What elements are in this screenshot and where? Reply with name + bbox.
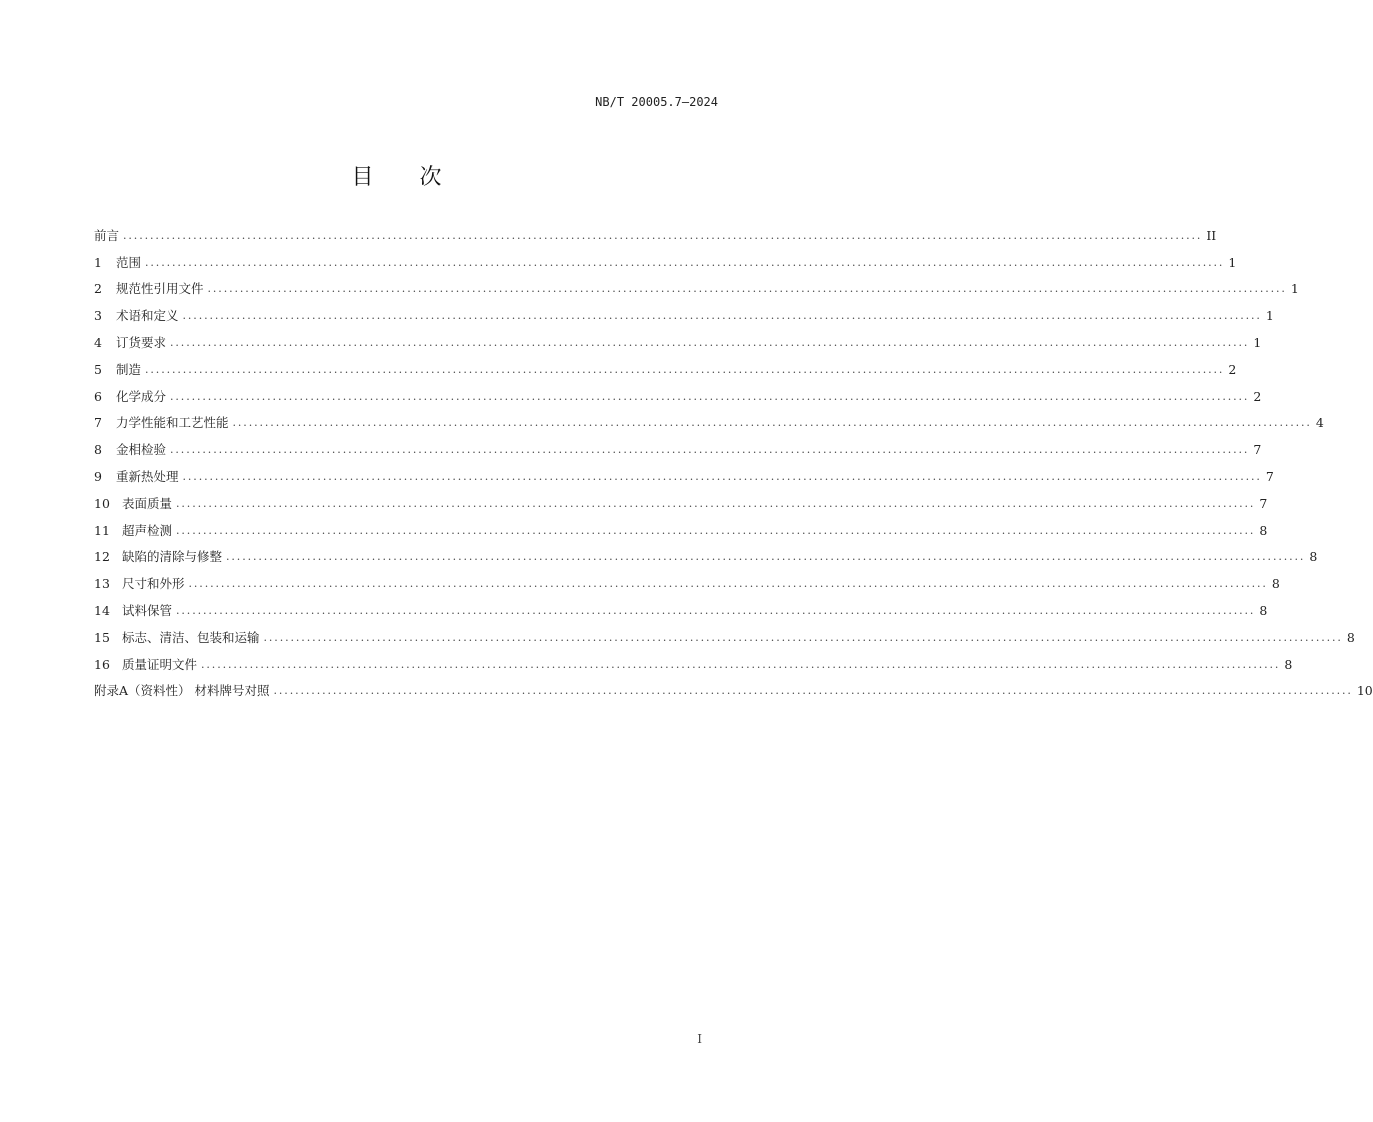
toc-entry-page: 8	[1346, 629, 1355, 645]
toc-entry-label: 标志、清洁、包装和运输	[122, 629, 260, 645]
toc-entry[interactable]	[94, 352, 1237, 379]
toc-entry[interactable]	[94, 566, 1280, 593]
toc-entry-label: 超声检测	[122, 522, 173, 538]
toc-entry[interactable]	[94, 540, 1318, 567]
page-title	[0, 160, 793, 191]
toc-entry-number: 9	[94, 468, 102, 484]
toc-entry-number: 15	[94, 629, 110, 645]
toc-entry-label: 金相检验	[116, 442, 167, 458]
toc-entry-label: 质量证明文件	[122, 656, 198, 672]
toc-entry-label: 规范性引用文件	[116, 281, 204, 297]
toc-entry[interactable]	[94, 674, 1373, 701]
toc-entry-label: 制造	[116, 361, 142, 377]
toc-entry[interactable]	[94, 406, 1324, 433]
toc-entry[interactable]	[94, 486, 1268, 513]
toc-entry[interactable]	[94, 432, 1262, 459]
toc-entry-label: 表面质量	[122, 495, 173, 511]
toc-entry[interactable]	[94, 513, 1268, 540]
toc-entry-page: 1	[1290, 281, 1299, 297]
toc-entry[interactable]	[94, 379, 1262, 406]
toc-entry-label: 术语和定义	[116, 308, 179, 324]
toc-entry-page: 10	[1356, 683, 1373, 699]
toc-entry[interactable]	[94, 620, 1355, 647]
footer-page-number: I	[697, 1032, 702, 1046]
toc-entry[interactable]	[94, 647, 1293, 674]
toc-leader-dots: ........................................................................................................................................................................................................	[201, 657, 1281, 671]
toc-entry-number: 11	[94, 522, 110, 538]
toc-entry[interactable]	[94, 298, 1274, 325]
toc-leader-dots: ........................................................................................................................................................................................................	[123, 228, 1203, 242]
toc-entry-number: 14	[94, 602, 110, 618]
toc-entry-label: 尺寸和外形	[122, 576, 185, 592]
toc-entry-page: 2	[1228, 361, 1237, 377]
toc-entry-label: 缺陷的清除与修整	[122, 549, 223, 565]
toc-entry-page: 1	[1253, 334, 1262, 350]
title-char-2: 次	[419, 165, 442, 190]
toc-leader-dots: ........................................................................................................................................................................................................	[182, 469, 1262, 483]
toc-entry-number: 7	[94, 415, 102, 431]
title-char-1: 目	[351, 165, 374, 190]
standard-code: NB/T 20005.7—2024	[595, 95, 718, 109]
toc-entry-page: II	[1206, 227, 1217, 243]
toc-entry-page: 7	[1253, 442, 1262, 458]
toc-entry-page: 8	[1259, 602, 1268, 618]
toc-entry-page: 1	[1265, 308, 1274, 324]
toc-entry-label: 试料保管	[122, 602, 173, 618]
toc-leader-dots: ........................................................................................................................................................................................................	[170, 389, 1250, 403]
toc-entry-number: 2	[94, 281, 102, 297]
toc-entry[interactable]	[94, 593, 1268, 620]
toc-leader-dots: ........................................................................................................................................................................................................	[263, 630, 1343, 644]
toc-entry-page: 2	[1253, 388, 1262, 404]
toc-leader-dots: ........................................................................................................................................................................................................	[170, 443, 1250, 457]
toc-entry-page: 8	[1259, 522, 1268, 538]
toc-entry-label: 力学性能和工艺性能	[116, 415, 229, 431]
toc-entry-page: 7	[1265, 468, 1274, 484]
toc-entry-page: 8	[1309, 549, 1318, 565]
toc-entry[interactable]	[94, 325, 1262, 352]
toc-entry[interactable]	[94, 272, 1299, 299]
toc-entry-label: 重新热处理	[116, 468, 179, 484]
toc-entry-page: 4	[1315, 415, 1324, 431]
toc-leader-dots: ........................................................................................................................................................................................................	[226, 550, 1306, 564]
toc-entry[interactable]	[94, 459, 1274, 486]
toc-entry-number: 5	[94, 361, 102, 377]
toc-leader-dots: ........................................................................................................................................................................................................	[232, 416, 1312, 430]
toc-entry-number: 6	[94, 388, 102, 404]
toc-entry[interactable]	[94, 218, 1217, 245]
toc-leader-dots: ........................................................................................................................................................................................................	[273, 684, 1353, 698]
toc-entry-page: 7	[1259, 495, 1268, 511]
toc-entry-number: 8	[94, 442, 102, 458]
toc-entry-label: 前言	[94, 227, 120, 243]
toc-entry-page: 1	[1228, 254, 1237, 270]
toc-leader-dots: ........................................................................................................................................................................................................	[145, 362, 1225, 376]
toc-entry-number: 13	[94, 576, 110, 592]
toc-leader-dots: ........................................................................................................................................................................................................	[176, 523, 1256, 537]
toc-entry-number: 3	[94, 308, 102, 324]
toc-entry-number: 1	[94, 254, 102, 270]
toc-entry-number: 4	[94, 334, 102, 350]
toc-leader-dots: ........................................................................................................................................................................................................	[145, 255, 1225, 269]
toc-leader-dots: ........................................................................................................................................................................................................	[176, 603, 1256, 617]
toc-leader-dots: ........................................................................................................................................................................................................	[182, 309, 1262, 323]
toc-leader-dots: ........................................................................................................................................................................................................	[188, 577, 1268, 591]
toc-entry-label: 化学成分	[116, 388, 167, 404]
toc-entry-number: 16	[94, 656, 110, 672]
toc-leader-dots: ........................................................................................................................................................................................................	[170, 335, 1250, 349]
toc-leader-dots: ........................................................................................................................................................................................................	[176, 496, 1256, 510]
toc-entry-number: 12	[94, 549, 110, 565]
toc-entry-label: 附录A（资料性） 材料牌号对照	[94, 683, 270, 699]
toc-entry-page: 8	[1284, 656, 1293, 672]
toc-entry-number: 10	[94, 495, 110, 511]
toc-entry[interactable]	[94, 245, 1237, 272]
table-of-contents	[94, 218, 1373, 700]
toc-entry-label: 范围	[116, 254, 142, 270]
toc-entry-label: 订货要求	[116, 334, 167, 350]
toc-entry-page: 8	[1271, 576, 1280, 592]
toc-leader-dots: ........................................................................................................................................................................................................	[207, 282, 1287, 296]
